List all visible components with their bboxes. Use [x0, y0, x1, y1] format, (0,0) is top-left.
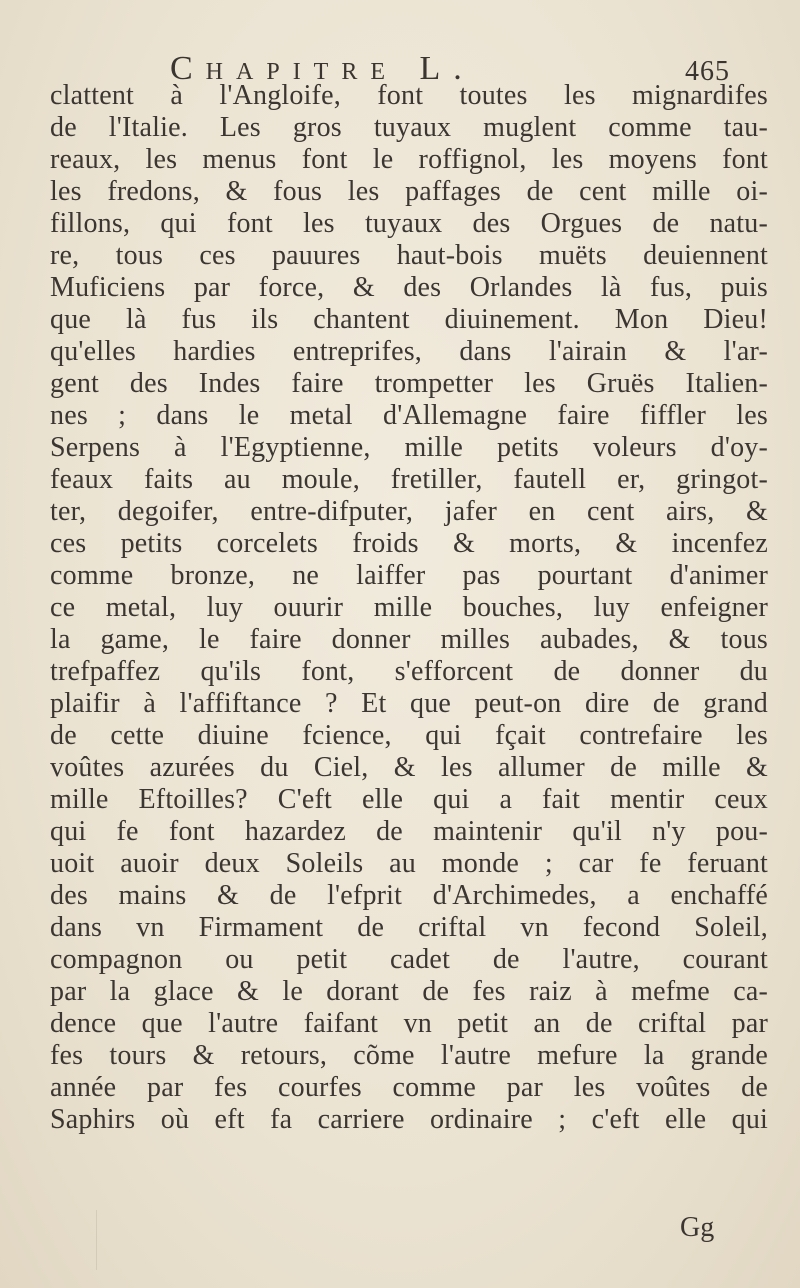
text-line: de l'Italie. Les gros tuyaux muglent comme tau- [50, 112, 768, 143]
text-line: la game, le faire donner milles aubades, & tous [50, 624, 768, 655]
text-line: ter, degoifer, entre-difputer, jafer en cent airs, & [50, 496, 768, 527]
text-line: fes tours & retours, cõme l'autre mefure la grande [50, 1040, 768, 1071]
text-line: de cette diuine fcience, qui fçait contrefaire les [50, 720, 768, 751]
page-fold-shadow [96, 1210, 137, 1270]
text-line: clattent à l'Angloife, font toutes les mignardifes [50, 80, 768, 111]
text-line: par la glace & le dorant de fes raiz à mefme ca- [50, 976, 768, 1007]
text-line: Saphirs où eft fa carriere ordinaire ; c'eft elle qui [50, 1104, 768, 1135]
text-line: plaifir à l'affiftance ? Et que peut-on dire de grand [50, 688, 768, 719]
text-line: voûtes azurées du Ciel, & les allumer de mille & [50, 752, 768, 783]
page-number: 465 [685, 56, 730, 87]
text-line: ce metal, luy ouurir mille bouches, luy enfeigner [50, 592, 768, 623]
body-text [50, 80, 768, 1136]
text-line: nes ; dans le metal d'Allemagne faire fiffler les [50, 400, 768, 431]
text-line: reaux, les menus font le roffignol, les moyens font [50, 144, 768, 175]
text-line: feaux faits au moule, fretiller, fautell er, gringot- [50, 464, 768, 495]
text-line: des mains & de l'efprit d'Archimedes, a enchaffé [50, 880, 768, 911]
signature-mark: Gg [680, 1212, 715, 1243]
chapter-heading: Chapitre L. [170, 50, 475, 87]
text-line: trefpaffez qu'ils font, s'efforcent de donner du [50, 656, 768, 687]
text-line: compagnon ou petit cadet de l'autre, courant [50, 944, 768, 975]
text-line: uoit auoir deux Soleils au monde ; car fe feruant [50, 848, 768, 879]
text-line: année par fes courfes comme par les voûtes de [50, 1072, 768, 1103]
text-line: re, tous ces pauures haut-bois muëts deuiennent [50, 240, 768, 271]
text-line: Muficiens par force, & des Orlandes là fus, puis [50, 272, 768, 303]
text-line: gent des Indes faire trompetter les Gruës Italien- [50, 368, 768, 399]
text-line: fillons, qui font les tuyaux des Orgues de natu- [50, 208, 768, 239]
text-line: les fredons, & fous les paffages de cent mille oi- [50, 176, 768, 207]
text-line: comme bronze, ne laiffer pas pourtant d'animer [50, 560, 768, 591]
text-line: mille Eftoilles? C'eft elle qui a fait mentir ceux [50, 784, 768, 815]
text-line: ces petits corcelets froids & morts, & incenfez [50, 528, 768, 559]
text-line: qu'elles hardies entreprifes, dans l'airain & l'ar- [50, 336, 768, 367]
text-line: dans vn Firmament de criftal vn fecond Soleil, [50, 912, 768, 943]
text-line: Serpens à l'Egyptienne, mille petits voleurs d'oy- [50, 432, 768, 463]
text-line: qui fe font hazardez de maintenir qu'il n'y pou- [50, 816, 768, 847]
text-line: que là fus ils chantent diuinement. Mon Dieu! [50, 304, 768, 335]
text-line: dence que l'autre faifant vn petit an de criftal par [50, 1008, 768, 1039]
